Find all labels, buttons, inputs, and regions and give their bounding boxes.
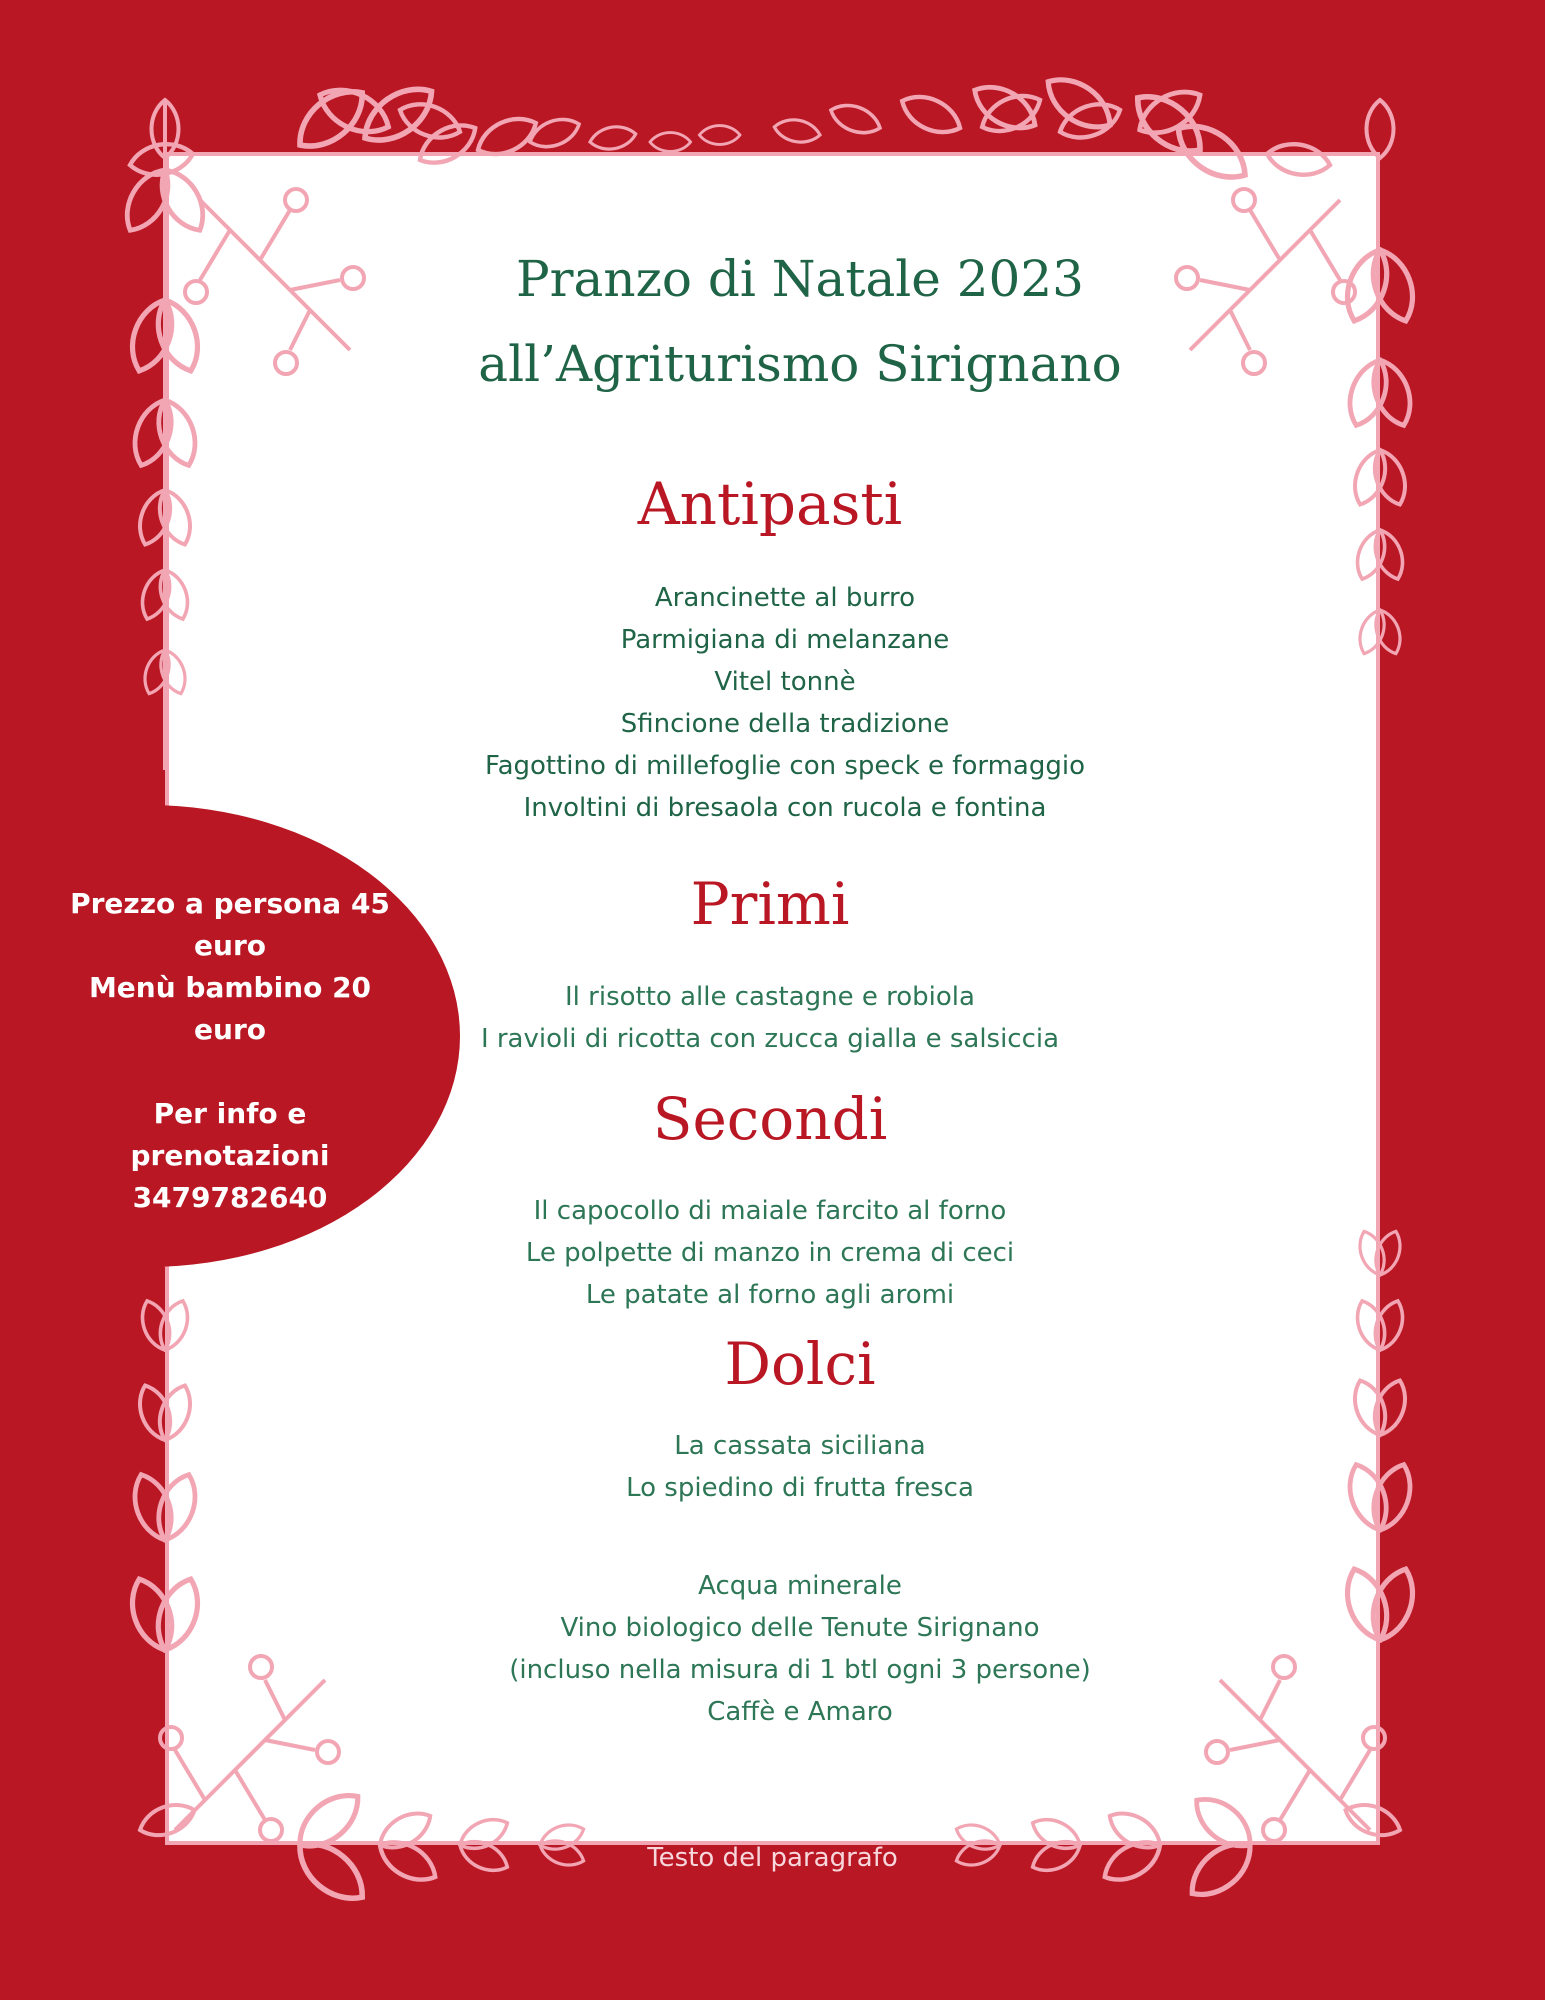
list-item: Vino biologico delle Tenute Sirignano — [560, 1613, 1040, 1643]
bevande-list — [420, 1565, 1180, 1733]
list-item: Arancinette al burro — [654, 583, 916, 613]
list-item: Sfincione della tradizione — [620, 709, 950, 739]
price-badge-text — [50, 883, 410, 1219]
list-item: Involtini di bresaola con rucola e fontina — [523, 793, 1047, 823]
section-title-secondi: Secondi — [652, 1085, 888, 1153]
list-item: Il capocollo di maiale farcito al forno — [533, 1196, 1007, 1226]
menu-title-line1: Pranzo di Natale 2023 — [516, 250, 1084, 308]
list-item: Vitel tonnè — [714, 667, 856, 697]
section-title-antipasti: Antipasti — [637, 470, 903, 538]
menu-title-line2: all’Agriturismo Sirignano — [478, 335, 1122, 393]
phone-number: 3479782640 — [132, 1181, 328, 1214]
price-per-person: Prezzo a persona 45 — [70, 887, 390, 920]
secondi-list — [390, 1190, 1150, 1316]
list-item: Lo spiedino di frutta fresca — [626, 1473, 974, 1503]
list-item: Le patate al forno agli aromi — [585, 1280, 955, 1310]
antipasti-list — [405, 577, 1165, 829]
list-item: Fagottino di millefoglie con speck e formaggio — [485, 751, 1085, 781]
child-menu-price-unit: euro — [194, 1013, 266, 1046]
list-item: Acqua minerale — [698, 1571, 902, 1601]
list-item: Caffè e Amaro — [707, 1697, 893, 1727]
info-label: Per info e — [153, 1097, 307, 1130]
spacer — [50, 1051, 410, 1093]
list-item: La cassata siciliana — [674, 1431, 926, 1461]
primi-list — [390, 976, 1150, 1060]
footer-placeholder-text: Testo del paragrafo — [647, 1843, 898, 1873]
dolci-list — [420, 1425, 1180, 1509]
list-item: Il risotto alle castagne e robiola — [565, 982, 975, 1012]
list-item: Le polpette di manzo in crema di ceci — [525, 1238, 1015, 1268]
list-item: I ravioli di ricotta con zucca gialla e salsiccia — [480, 1024, 1060, 1054]
list-item: (incluso nella misura di 1 btl ogni 3 persone) — [509, 1655, 1091, 1685]
booking-label: prenotazioni — [130, 1139, 330, 1172]
section-title-dolci: Dolci — [724, 1330, 876, 1398]
list-item: Parmigiana di melanzane — [620, 625, 950, 655]
price-per-person-unit: euro — [194, 929, 266, 962]
child-menu-price: Menù bambino 20 — [88, 971, 372, 1004]
section-title-primi: Primi — [690, 870, 850, 938]
